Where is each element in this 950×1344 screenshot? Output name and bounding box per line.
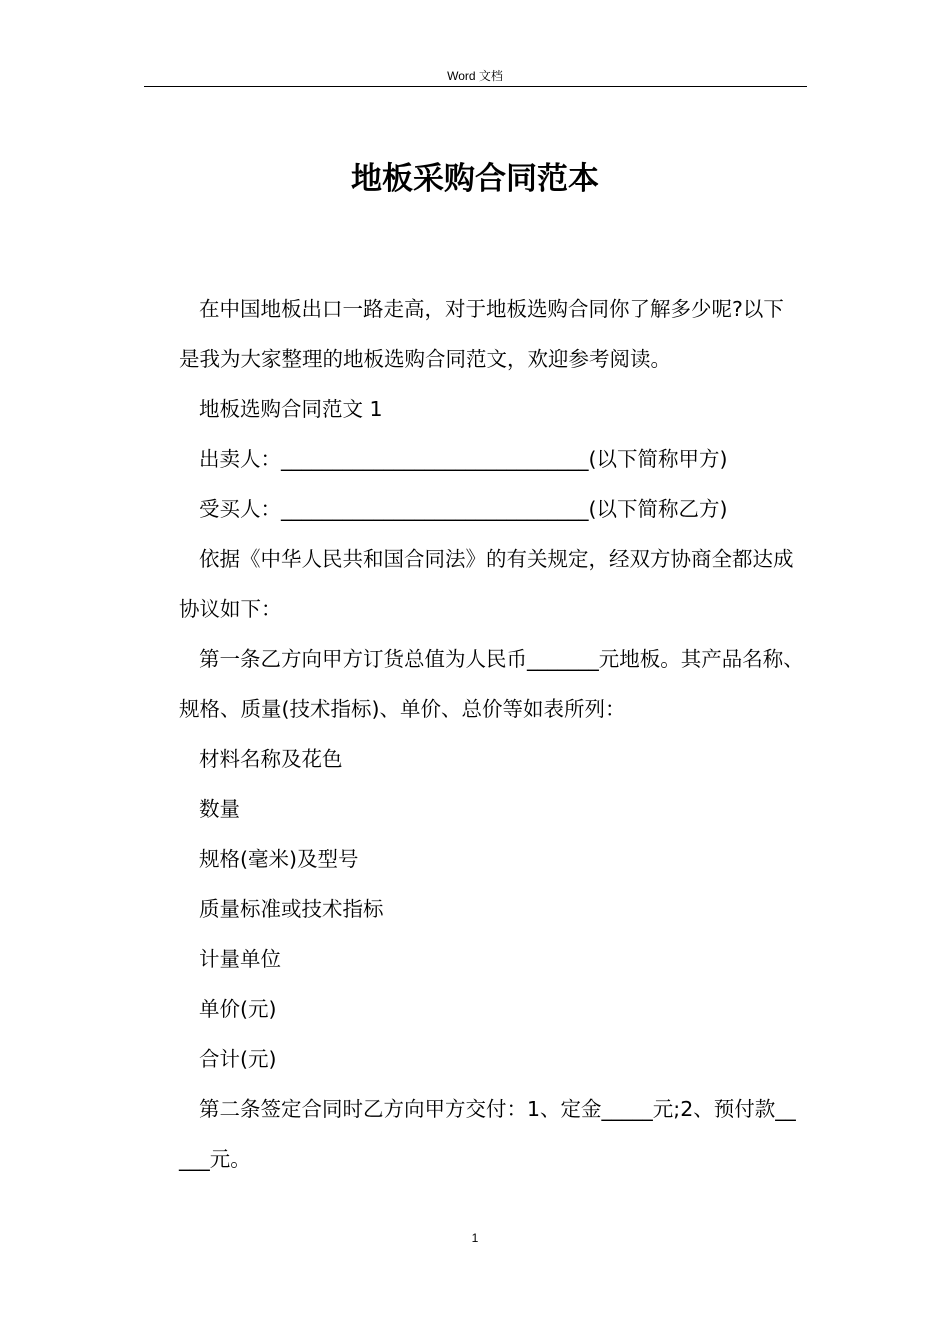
list-item-unit-price: 单价(元) bbox=[199, 997, 277, 1021]
seller-line: 出卖人：______________________________(以下简称甲方) bbox=[199, 447, 728, 471]
page-header: Word 文档 bbox=[447, 69, 503, 83]
section-heading: 地板选购合同范文 1 bbox=[199, 397, 383, 421]
article-one-paragraph: 第一条乙方向甲方订货总值为人民币_______元地板。其产品名称、规格、质量(技术指标)、单价、总价等如表所列： bbox=[179, 647, 804, 721]
list-item-spec: 规格(毫米)及型号 bbox=[199, 847, 359, 871]
document-title: 地板采购合同范本 bbox=[351, 161, 599, 197]
article-two-paragraph: 第二条签定合同时乙方向甲方交付：1、定金_____元;2、预付款_____元。 bbox=[179, 1097, 796, 1171]
list-item-quality: 质量标准或技术指标 bbox=[199, 897, 384, 921]
legal-basis-paragraph: 依据《中华人民共和国合同法》的有关规定，经双方协商全都达成协议如下： bbox=[179, 547, 794, 621]
buyer-line: 受买人：______________________________(以下简称乙方) bbox=[199, 497, 728, 521]
list-item-unit: 计量单位 bbox=[199, 947, 281, 971]
document-body bbox=[179, 284, 804, 1184]
header-divider bbox=[144, 86, 807, 87]
list-item-total: 合计(元) bbox=[199, 1047, 277, 1071]
intro-paragraph: 在中国地板出口一路走高，对于地板选购合同你了解多少呢?以下是我为大家整理的地板选购合同范文，欢迎参考阅读。 bbox=[179, 297, 784, 371]
list-item-material: 材料名称及花色 bbox=[199, 747, 343, 771]
page-number: 1 bbox=[471, 1231, 479, 1245]
list-item-quantity: 数量 bbox=[199, 797, 240, 821]
